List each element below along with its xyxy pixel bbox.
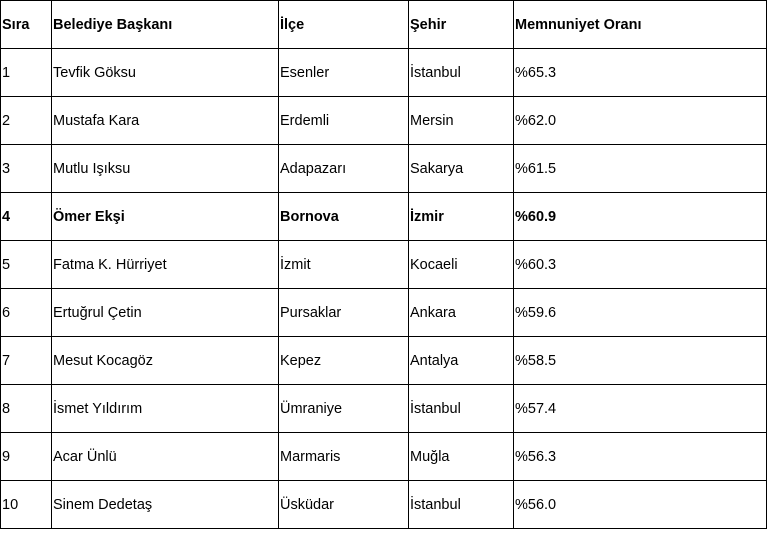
cell-rank: 9: [1, 433, 52, 481]
cell-rank: 4: [1, 193, 52, 241]
cell-satisfaction-rate: %57.4: [514, 385, 767, 433]
cell-mayor: Mutlu Işıksu: [52, 145, 279, 193]
table-row: [1, 241, 767, 289]
header-mayor: Belediye Başkanı: [52, 1, 279, 49]
header-district: İlçe: [279, 1, 409, 49]
cell-satisfaction-rate: %56.0: [514, 481, 767, 529]
cell-satisfaction-rate: %60.9: [514, 193, 767, 241]
cell-district: Pursaklar: [279, 289, 409, 337]
cell-mayor: Ertuğrul Çetin: [52, 289, 279, 337]
cell-rank: 7: [1, 337, 52, 385]
table-row: [1, 289, 767, 337]
cell-rank: 3: [1, 145, 52, 193]
cell-district: Bornova: [279, 193, 409, 241]
cell-mayor: Fatma K. Hürriyet: [52, 241, 279, 289]
cell-rank: 5: [1, 241, 52, 289]
cell-satisfaction-rate: %65.3: [514, 49, 767, 97]
cell-mayor: Mustafa Kara: [52, 97, 279, 145]
cell-district: Esenler: [279, 49, 409, 97]
cell-mayor: Tevfik Göksu: [52, 49, 279, 97]
cell-district: Üsküdar: [279, 481, 409, 529]
cell-district: Ümraniye: [279, 385, 409, 433]
table-row-highlighted: [1, 193, 767, 241]
table-row: [1, 145, 767, 193]
cell-satisfaction-rate: %58.5: [514, 337, 767, 385]
cell-rank: 10: [1, 481, 52, 529]
cell-mayor: Acar Ünlü: [52, 433, 279, 481]
table-row: [1, 49, 767, 97]
cell-rank: 8: [1, 385, 52, 433]
header-city: Şehir: [409, 1, 514, 49]
cell-rank: 2: [1, 97, 52, 145]
cell-satisfaction-rate: %62.0: [514, 97, 767, 145]
cell-satisfaction-rate: %59.6: [514, 289, 767, 337]
cell-mayor: İsmet Yıldırım: [52, 385, 279, 433]
cell-rank: 6: [1, 289, 52, 337]
table-row: [1, 337, 767, 385]
cell-city: İstanbul: [409, 49, 514, 97]
header-satisfaction-rate: Memnuniyet Oranı: [514, 1, 767, 49]
table-row: [1, 385, 767, 433]
cell-district: Kepez: [279, 337, 409, 385]
cell-city: İstanbul: [409, 481, 514, 529]
table-row: [1, 433, 767, 481]
cell-rank: 1: [1, 49, 52, 97]
cell-city: Sakarya: [409, 145, 514, 193]
cell-district: Marmaris: [279, 433, 409, 481]
cell-district: İzmit: [279, 241, 409, 289]
table-row: [1, 481, 767, 529]
cell-district: Adapazarı: [279, 145, 409, 193]
cell-city: Muğla: [409, 433, 514, 481]
cell-satisfaction-rate: %61.5: [514, 145, 767, 193]
header-rank: Sıra: [1, 1, 52, 49]
table-header-row: [1, 1, 767, 49]
cell-satisfaction-rate: %56.3: [514, 433, 767, 481]
cell-city: Kocaeli: [409, 241, 514, 289]
cell-city: İstanbul: [409, 385, 514, 433]
cell-mayor: Sinem Dedetaş: [52, 481, 279, 529]
cell-city: İzmir: [409, 193, 514, 241]
cell-district: Erdemli: [279, 97, 409, 145]
cell-satisfaction-rate: %60.3: [514, 241, 767, 289]
cell-city: Antalya: [409, 337, 514, 385]
cell-city: Mersin: [409, 97, 514, 145]
table-row: [1, 97, 767, 145]
cell-mayor: Mesut Kocagöz: [52, 337, 279, 385]
cell-mayor: Ömer Ekşi: [52, 193, 279, 241]
cell-city: Ankara: [409, 289, 514, 337]
